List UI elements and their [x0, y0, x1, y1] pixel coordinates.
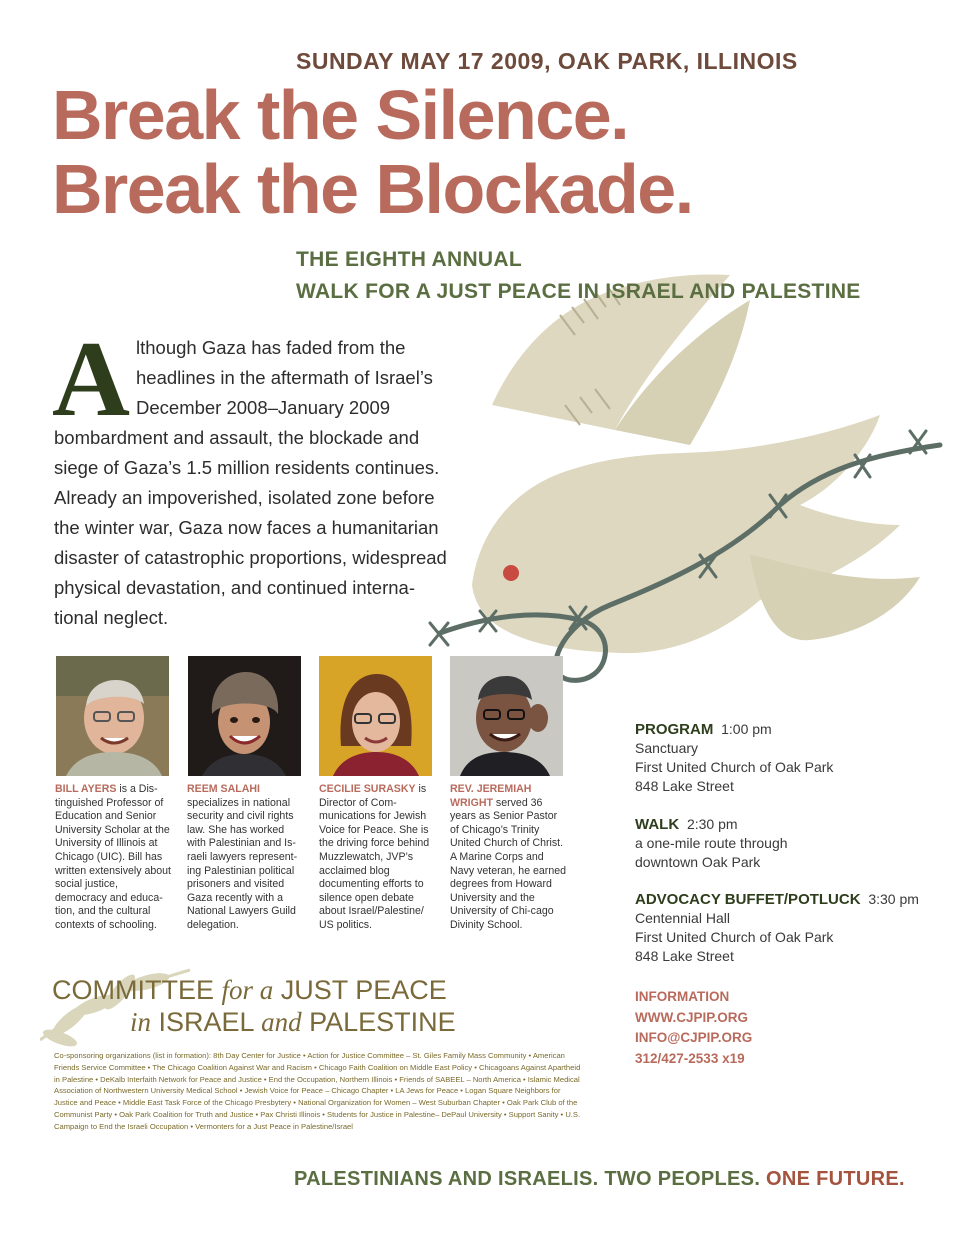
event-subtitle: [296, 244, 861, 308]
speaker-bio-4: [450, 783, 566, 933]
footer-tagline: [294, 1168, 905, 1191]
program-line-2: First United Church of Oak Park: [635, 759, 834, 775]
program-time: 1:00 pm: [721, 721, 772, 737]
speaker-photo-2: [188, 656, 301, 776]
speaker-photo-1: [56, 656, 169, 776]
schedule-program: [635, 720, 955, 796]
program-label: PROGRAM: [635, 721, 714, 738]
speaker-bio-text-2: specializes in national security and civil rights law. She has worked with Palestinian and Is-raeli lawyers represent-ing Palestinian political prisoners and visited Gaza recently with a National Lawyers Guild delegation.: [187, 796, 298, 931]
program-line-1: Sanctuary: [635, 740, 699, 756]
buffet-time: 3:30 pm: [868, 891, 919, 907]
walk-line-1: a one-mile route through: [635, 835, 788, 851]
speaker-bio-2: [187, 783, 303, 933]
walk-label: WALK: [635, 816, 680, 833]
cosponsors-list: Co-sponsoring organizations (list in formation): 8th Day Center for Justice • Action for Justice Committee – St. Giles Family Mass Community • American Friends Service Committee • The Chicago Coalition Against War and Racism • Chicago Faith Coalition on Middle East Policy • Chicagoans Against Apartheid in Palestine • DeKalb Interfaith Network for Peace and Justice • End the Occupation, Northern Illinois • Friends of SABEEL – North America • Islamic Medical Association of Northwestern University Medical School • Jewish Voice for Peace – Chicago Chapter • LA Jews for Peace • Logan Square Neighbors for Justice and Peace • Middle East Task Force of the Chicago Presbytery • National Organization for Women – West Suburban Chapter • Oak Park Club of the Communist Party • Oak Park Coalition for Truth and Justice • Pax Christi Illinois • Students for Justice in Palestine– DePaul University • Support Sanity • U.S. Campaign to End the Israeli Occupation • Vermonters for a Just Peace in Palestine/Israel: [54, 1051, 581, 1131]
buffet-line-2: First United Church of Oak Park: [635, 929, 834, 945]
drop-cap: A: [52, 320, 130, 439]
speaker-bio-text-1: is a Dis-tinguished Professor of Education and Senior University Scholar at the University of Illinois at Chicago (UIC). Bill has written extensively about social justice, democracy and educa-tion, and the cultural contexts of schooling.: [55, 783, 172, 931]
schedule-walk: [635, 815, 955, 872]
headline-line-1: Break the Silence.: [52, 76, 629, 154]
logo-line-2: [130, 1007, 456, 1038]
logo-word-israel: ISRAEL: [151, 1007, 262, 1037]
information-label: INFORMATION: [635, 989, 730, 1004]
walk-line-2: downtown Oak Park: [635, 854, 761, 870]
buffet-line-3: 848 Lake Street: [635, 948, 734, 964]
phone-number: 312/427-2533 x19: [635, 1050, 745, 1066]
logo-word-for-a: for a: [221, 975, 274, 1005]
logo-word-committee: COMMITTEE: [52, 975, 222, 1005]
speaker-name-1: BILL AYERS: [55, 783, 117, 795]
schedule-buffet: [635, 890, 955, 966]
speaker-name-3: CECILIE SURASKY: [319, 783, 416, 795]
subtitle-line-1: THE EIGHTH ANNUAL: [296, 248, 522, 271]
buffet-line-1: Centennial Hall: [635, 910, 730, 926]
intro-paragraph: [52, 320, 454, 633]
speaker-bio-text-3: is Director of Com-munications for Jewish Voice for Peace. She is the driving force behind Muzzlewatch, JVP’s acclaimed blog documenting efforts to silence open debate about Israel/Palestine/ US politics.: [319, 783, 430, 931]
logo-word-in: in: [130, 1007, 152, 1037]
speaker-name-2: REEM SALAHI: [187, 783, 260, 795]
logo-word-palestine: PALESTINE: [301, 1007, 456, 1037]
speaker-bio-text-4: served 36 years as Senior Pastor of Chicago’s Trinity United Church of Christ. A Marine Corps and Navy veteran, he earned degrees from Howard University and the University of Chi-cago Divinity School.: [450, 796, 567, 931]
speaker-name-4: REV. JEREMIAH WRIGHT: [450, 783, 532, 809]
buffet-label: ADVOCACY BUFFET/POTLUCK: [635, 891, 861, 908]
logo-word-and: and: [261, 1007, 302, 1037]
walk-time: 2:30 pm: [686, 816, 738, 832]
footer-part-1: PALESTINIANS AND ISRAELIS. TWO PEOPLES.: [294, 1168, 761, 1190]
logo-line-1: [52, 975, 447, 1006]
speaker-photo-3: [319, 656, 432, 776]
intro-text: lthough Gaza has faded from the headlines in the aftermath of Israel’s December 2008–January 2009 bombardment and assault, the blockade and siege of Gaza’s 1.5 million residents continues. Already an impoverished, isolated zone before the winter war, Gaza now faces a humanitarian disaster of catastrophic proportions, widespread physical devastation, and continued interna-tional neglect.: [54, 337, 447, 628]
subtitle-line-2: WALK FOR A JUST PEACE IN ISRAEL AND PALESTINE: [296, 280, 861, 303]
logo-word-just-peace: JUST PEACE: [273, 975, 447, 1005]
speaker-bio-3: [319, 783, 435, 933]
headline-line-2: Break the Blockade.: [52, 150, 693, 228]
footer-part-2: ONE FUTURE.: [760, 1168, 905, 1190]
email-link[interactable]: INFO@CJPIP.ORG: [635, 1030, 753, 1045]
program-line-3: 848 Lake Street: [635, 778, 734, 794]
headline: [52, 78, 693, 226]
information-block: [635, 987, 752, 1069]
speaker-photo-4: [450, 656, 563, 776]
website-link[interactable]: WWW.CJPIP.ORG: [635, 1009, 749, 1025]
speaker-bio-1: [55, 783, 171, 933]
event-date-location: SUNDAY MAY 17 2009, OAK PARK, ILLINOIS: [296, 48, 798, 74]
